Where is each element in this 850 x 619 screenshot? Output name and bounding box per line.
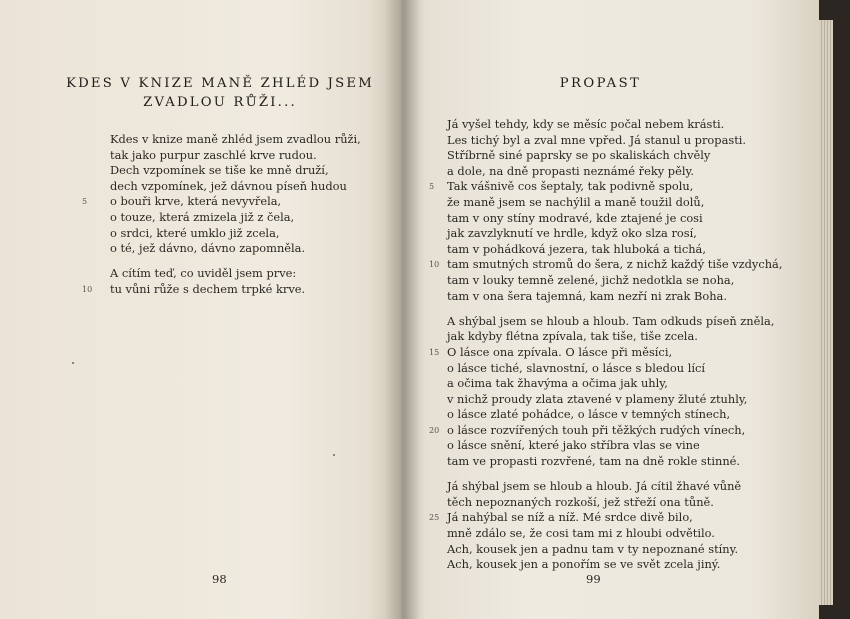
line-text: tak jako purpur zaschlé krve rudou. xyxy=(110,147,317,162)
poem-line xyxy=(110,266,361,282)
line-text: o lásce snění, které jako stříbra vlas se vine xyxy=(447,438,700,453)
line-number: 25 xyxy=(429,513,440,523)
poem-line xyxy=(447,329,782,345)
title-line: ZVADLOU RŮŽI... xyxy=(143,95,297,110)
paper-speck xyxy=(333,454,335,456)
poem-line xyxy=(447,226,782,242)
poem-line xyxy=(447,211,782,227)
line-number: 10 xyxy=(82,284,93,294)
line-text: tam smutných stromů do šera, z nichž každý tiše vzdychá, xyxy=(447,257,783,272)
poem-line xyxy=(447,376,782,392)
line-text: tam v louky temně zelené, jichž nedotkla se noha, xyxy=(447,272,735,287)
line-text: tam v pohádková jezera, tak hluboká a tichá, xyxy=(447,241,706,256)
poem-line xyxy=(429,257,783,273)
line-text: o lásce zlaté pohádce, o lásce v temných stínech, xyxy=(447,407,731,422)
line-text: Ach, kousek jen a ponořím se ve svět zcela jiný. xyxy=(447,557,721,572)
line-number: 20 xyxy=(429,425,440,435)
line-text: jak zavzlyknutí ve hrdle, když oko slza rosí, xyxy=(447,226,697,241)
line-text: o srdci, které umklo již zcela, xyxy=(110,225,280,240)
poem-line xyxy=(110,132,361,148)
line-text: o bouři krve, která nevyvřela, xyxy=(110,194,282,209)
line-text: Stříbrně siné paprsky se po skaliskách chvěly xyxy=(447,148,711,163)
poem-line xyxy=(429,422,782,439)
poem-line xyxy=(429,510,782,526)
line-number: 5 xyxy=(429,182,435,192)
poem-line xyxy=(447,557,782,573)
line-text: dech vzpomínek, jež dávnou píseň hudou xyxy=(110,178,347,193)
poem-line xyxy=(447,438,782,454)
poem-line xyxy=(110,163,361,179)
poem-line xyxy=(447,195,782,211)
line-text: a očima tak žhavýma a očima jak uhly, xyxy=(447,376,668,391)
poem-line xyxy=(447,495,782,511)
poem-line xyxy=(110,210,361,226)
poem-line xyxy=(447,542,782,558)
poem-line xyxy=(447,314,782,330)
line-text: tu vůni růže s dechem trpké krve. xyxy=(110,281,306,296)
line-text: v nichž proudy zlata ztavené v plameny žluté ztuhly, xyxy=(447,391,748,406)
title-line: KDES V KNIZE MANĚ ZHLÉD JSEM xyxy=(66,76,374,91)
poem-title-left xyxy=(0,74,440,112)
page-edges xyxy=(819,20,833,605)
poem-line xyxy=(447,361,782,377)
poem-line xyxy=(447,242,782,258)
poem-line xyxy=(447,407,782,423)
line-text: Já shýbal jsem se hloub a hloub. Já cítil žhavé vůně xyxy=(447,479,742,494)
paper-speck xyxy=(72,362,74,364)
stanza-gap xyxy=(447,470,782,480)
poem-line xyxy=(110,148,361,164)
poem-line xyxy=(447,289,782,305)
line-text: o té, jež dávno, dávno zapomněla. xyxy=(110,241,306,256)
line-number: 15 xyxy=(429,347,440,357)
line-text: a dole, na dně propasti neznámé řeky pěly. xyxy=(447,163,695,178)
line-text: tam v ona šera tajemná, kam nezří ni zrak Boha. xyxy=(447,288,727,303)
poem-body-right xyxy=(429,117,783,573)
poem-line xyxy=(447,392,782,408)
poem-line xyxy=(447,117,782,133)
poem-line xyxy=(447,479,782,495)
poem-line xyxy=(447,133,782,149)
line-text: A shýbal jsem se hloub a hloub. Tam odkuds píseň zněla, xyxy=(447,313,775,328)
line-text: těch nepoznaných rozkoší, jež střeží ona tůně. xyxy=(447,494,714,509)
line-text: Já vyšel tehdy, kdy se měsíc počal nebem krásti. xyxy=(447,117,725,131)
poem-title-right: PROPAST xyxy=(559,76,642,91)
poem-line xyxy=(110,241,361,257)
poem-line xyxy=(447,273,782,289)
poem-line xyxy=(447,526,782,542)
line-text: o lásce rozvířených touh při těžkých rudých vínech, xyxy=(447,422,746,437)
line-text: Les tichý byl a zval mne vpřed. Já stanul u propasti. xyxy=(447,132,747,147)
stanza-gap xyxy=(447,304,782,314)
line-text: A cítím teď, co uviděl jsem prve: xyxy=(110,266,297,281)
page-number-left: 98 xyxy=(212,572,227,586)
line-text: jak kdyby flétna zpívala, tak tiše, tiše zcela. xyxy=(447,329,698,344)
stanza-gap xyxy=(110,257,361,267)
poem-line xyxy=(82,281,361,298)
line-text: mně zdálo se, že cosi tam mi z hloubi odvětilo. xyxy=(447,526,715,541)
line-number: 5 xyxy=(82,197,88,207)
line-number: 10 xyxy=(429,260,440,270)
line-text: o lásce tiché, slavnostní, o lásce s bledou lící xyxy=(447,360,706,375)
line-text: O lásce ona zpívala. O lásce při měsíci, xyxy=(447,344,673,359)
line-text: tam ve propasti rozvřené, tam na dně rokle stinné. xyxy=(447,454,741,469)
poem-line xyxy=(429,344,782,361)
page-number-right: 99 xyxy=(586,572,601,586)
line-text: Já nahýbal se níž a níž. Mé srdce divě bilo, xyxy=(447,510,693,525)
poem-line xyxy=(429,179,782,195)
poem-line xyxy=(110,226,361,242)
line-text: Tak vášnivě cos šeptaly, tak podivně spolu, xyxy=(447,179,694,194)
poem-line xyxy=(82,194,361,210)
poem-body-left xyxy=(82,132,361,298)
line-text: že maně jsem se nachýlil a maně toužil dolů, xyxy=(447,194,705,209)
poem-line xyxy=(110,179,361,195)
line-text: tam v ony stíny modravé, kde ztajené je cosi xyxy=(447,210,703,225)
poem-line xyxy=(447,164,782,180)
line-text: o touze, která zmizela již z čela, xyxy=(110,209,295,224)
poem-line xyxy=(447,148,782,164)
poem-line xyxy=(447,454,782,470)
line-text: Dech vzpomínek se tiše ke mně druží, xyxy=(110,163,329,178)
line-text: Ach, kousek jen a padnu tam v ty nepoznané stíny. xyxy=(447,541,739,556)
line-text: Kdes v knize maně zhléd jsem zvadlou růži, xyxy=(110,132,361,146)
